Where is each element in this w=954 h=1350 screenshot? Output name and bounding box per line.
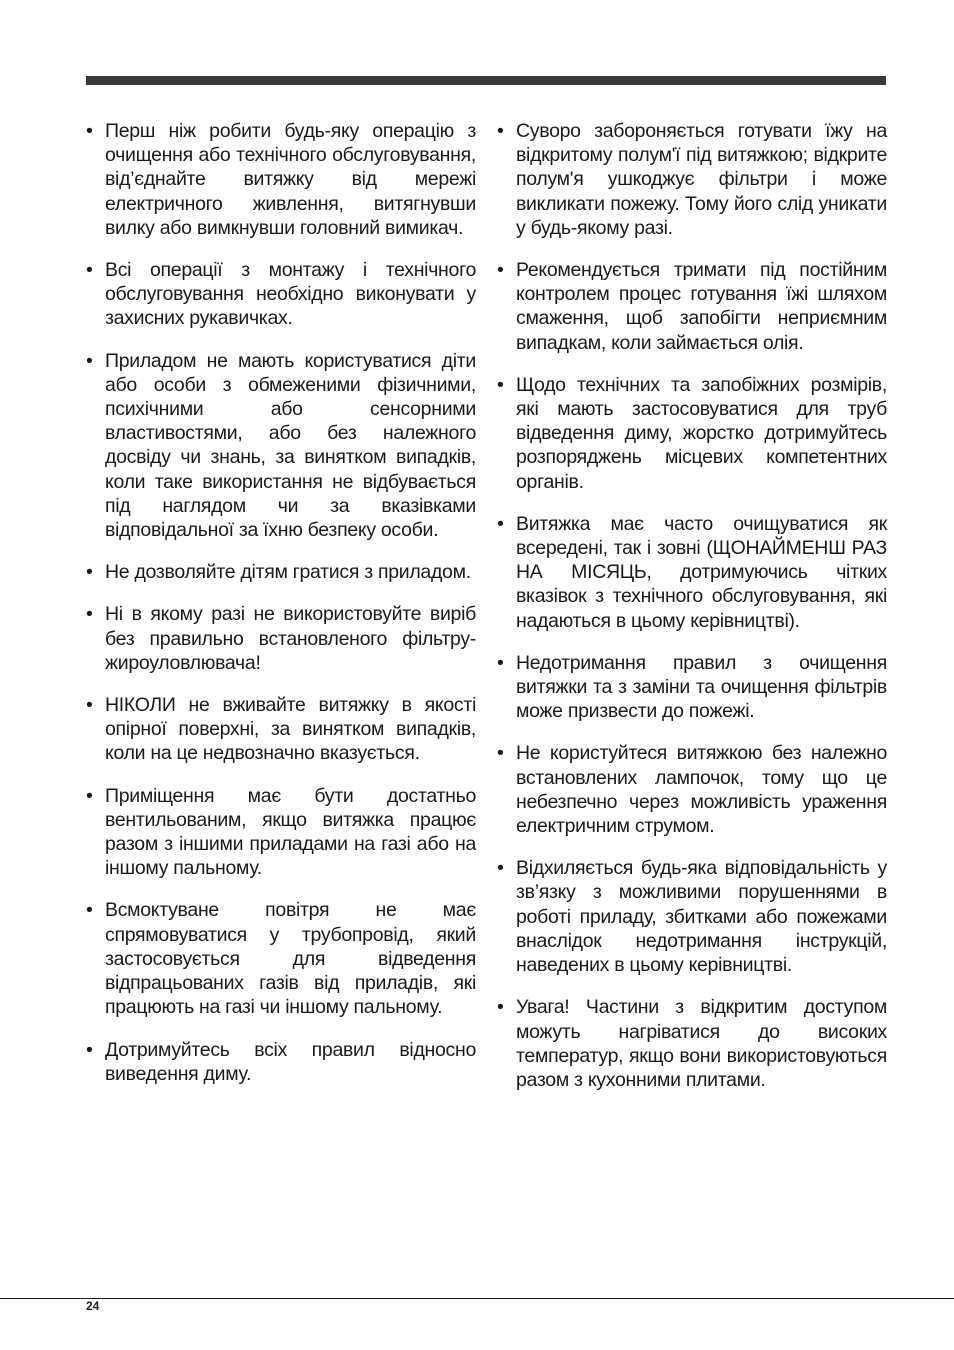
safety-item: • Не дозволяйте дітям гратися з приладом.: [86, 560, 476, 584]
footer-rule: [0, 1298, 954, 1299]
left-column: [86, 119, 476, 1104]
safety-item: • Витяжка має часто очищуватися як всередені, так і зовні (ЩОНАЙМЕНШ РАЗ НА МІСЯЦЬ, дотримуючись чітких вказівок з технічного обслуговування, які надаються в цьому керівництві).: [497, 512, 887, 633]
right-column: [497, 119, 887, 1110]
safety-item: • Приладом не мають користуватися діти або особи з обмеженими фізичними, психічними або сенсорними властивостями, або без належного досвіду чи знань, за винятком випадків, коли таке використання не відбувається під наглядом чи за вказівками відповідальної за їхню безпеку особи.: [86, 349, 476, 543]
safety-item: • Суворо забороняється готувати їжу на відкритому полум'ї під витяжкою; відкрите полум'я ушкоджує фільтри і може викликати пожежу. Тому його слід уникати у будь-якому разі.: [497, 119, 887, 240]
safety-item: • Не користуйтеся витяжкою без належно встановлених лампочок, тому що це небезпечно через можливість ураження електричним струмом.: [497, 741, 887, 838]
safety-item: • Дотримуйтесь всіх правил відносно виведення диму.: [86, 1038, 476, 1086]
safety-item: • Щодо технічних та запобіжних розмірів, які мають застосовуватися для труб відведення диму, жорстко дотримуйтесь розпоряджень місцевих компетентних органів.: [497, 373, 887, 494]
page-number: 24: [86, 1299, 100, 1313]
safety-item: • Перш ніж робити будь-яку операцію з очищення або технічного обслуговування, від’єднайте витяжку від мережі електричного живлення, витягнувши вилку або вимкнувши головний вимикач.: [86, 119, 476, 240]
safety-item: • Всмоктуване повітря не має спрямовуватися у трубопровід, який застосовується для відведення відпрацьованих газів від приладів, які працюють на газі чи іншому пальному.: [86, 898, 476, 1019]
safety-item: • Відхиляється будь-яка відповідальність у зв’язку з можливими порушеннями в роботі приладу, збитками або пожежами внаслідок недотримання інструкцій, наведених в цьому керівництві.: [497, 856, 887, 977]
safety-item: • Недотримання правил з очищення витяжки та з заміни та очищення фільтрів може призвести до пожежі.: [497, 651, 887, 724]
safety-item: • НІКОЛИ не вживайте витяжку в якості опірної поверхні, за винятком випадків, коли на це недвозначно вказується.: [86, 693, 476, 766]
safety-item: • Ні в якому разі не використовуйте виріб без правильно встановленого фільтру-жироуловлювача!: [86, 602, 476, 675]
safety-item: • Всі операції з монтажу і технічного обслуговування необхідно виконувати у захисних рукавичках.: [86, 258, 476, 331]
header-rule: [86, 76, 886, 85]
safety-item: • Рекомендується тримати під постійним контролем процес готування їжі шляхом смаження, щоб запобігти неприємним випадкам, коли займається олія.: [497, 258, 887, 355]
safety-item: • Увага! Частини з відкритим доступом можуть нагріватися до високих температур, якщо вони використовуються разом з кухонними плитами.: [497, 995, 887, 1092]
safety-item: • Приміщення має бути достатньо вентильованим, якщо витяжка працює разом з іншими приладами на газі або на іншому пальному.: [86, 784, 476, 881]
